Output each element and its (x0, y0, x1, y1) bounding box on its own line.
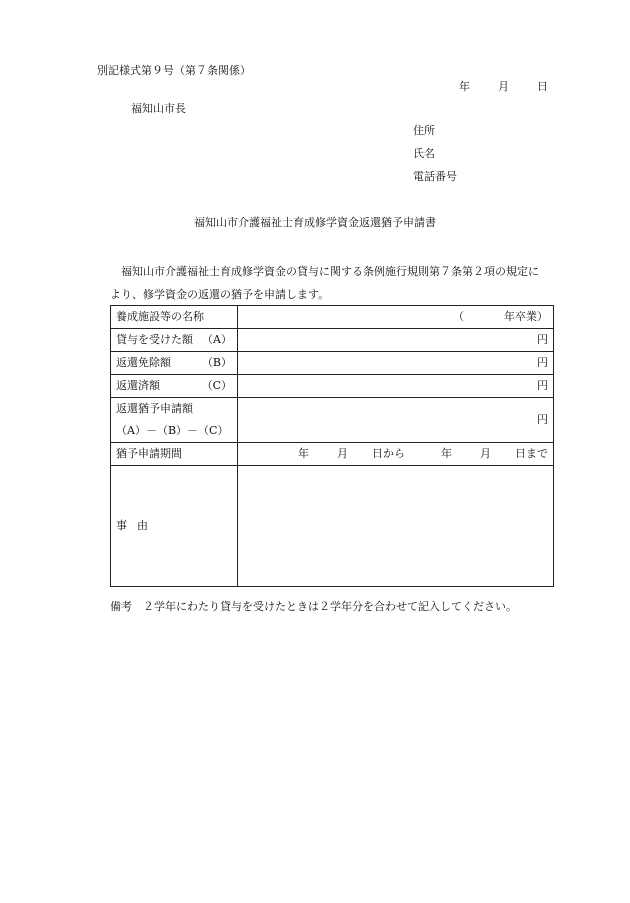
facility-grad (243, 310, 548, 323)
loan-amount-field[interactable] (238, 329, 554, 352)
period-to: 日まで (515, 447, 548, 461)
row-reason (111, 466, 554, 587)
exempt-label: 返還免除額 (116, 356, 171, 370)
applicant-name-label: 氏名 (413, 147, 435, 160)
body-line-1: 福知山市介護福祉士育成修学資金の貸与に関する条例施行規則第７条第２項の規定に (121, 265, 539, 278)
date-line (459, 80, 548, 93)
defer-label: 返還猶予申請額 (116, 402, 193, 415)
period-year-1: 年 (298, 447, 309, 461)
defer-yen: 円 (537, 413, 548, 427)
exempt-yen: 円 (537, 356, 548, 370)
defer-label-cell (111, 398, 238, 443)
row-period (111, 443, 554, 466)
recipient: 福知山市長 (131, 102, 186, 115)
exempt-label-cell (111, 352, 238, 375)
period-text (243, 447, 548, 460)
facility-label: 養成施設等の名称 (111, 306, 238, 329)
loan-yen: 円 (537, 333, 548, 347)
period-label: 猶予申請期間 (111, 443, 238, 466)
row-loan (111, 329, 554, 352)
date-day: 日 (537, 80, 548, 93)
row-repaid (111, 375, 554, 398)
reason-field[interactable] (238, 466, 554, 587)
period-year-2: 年 (441, 447, 452, 461)
defer-amount-field[interactable] (238, 398, 554, 443)
repaid-yen: 円 (537, 379, 548, 393)
facility-field[interactable] (238, 306, 554, 329)
loan-label-cell (111, 329, 238, 352)
form-label: 別記様式第９号（第７条関係） (97, 64, 251, 77)
period-field[interactable] (238, 443, 554, 466)
facility-paren: （ (453, 310, 464, 324)
repaid-code: （C） (201, 379, 232, 393)
loan-code: （A） (202, 333, 232, 347)
row-defer (111, 398, 554, 443)
period-month-2: 月 (480, 447, 491, 461)
repaid-amount-field[interactable] (238, 375, 554, 398)
applicant-phone-label: 電話番号 (413, 170, 457, 183)
exempt-code: （B） (201, 356, 232, 370)
row-facility (111, 306, 554, 329)
reason-label: 事由 (116, 519, 158, 533)
date-month: 月 (498, 80, 509, 93)
date-year: 年 (459, 80, 470, 93)
body-line-2: より、修学資金の返還の猶予を申請します。 (110, 288, 330, 301)
row-exempt (111, 352, 554, 375)
period-from: 日から (372, 447, 405, 461)
repaid-label: 返還済額 (116, 379, 160, 393)
reason-label-cell (111, 466, 238, 587)
application-table (110, 305, 554, 587)
applicant-address-label: 住所 (413, 124, 435, 137)
period-month-1: 月 (337, 447, 348, 461)
loan-label: 貸与を受けた額 (116, 333, 193, 347)
facility-grad-text: 年卒業） (504, 310, 548, 324)
document-title: 福知山市介護福祉士育成修学資金返還猶予申請書 (194, 216, 436, 229)
repaid-label-cell (111, 375, 238, 398)
body-text (110, 260, 570, 306)
note: 備考 ２学年にわたり貸与を受けたときは２学年分を合わせて記入してください。 (110, 600, 517, 613)
exempt-amount-field[interactable] (238, 352, 554, 375)
defer-formula: （A）－（B）－（C） (116, 424, 229, 437)
